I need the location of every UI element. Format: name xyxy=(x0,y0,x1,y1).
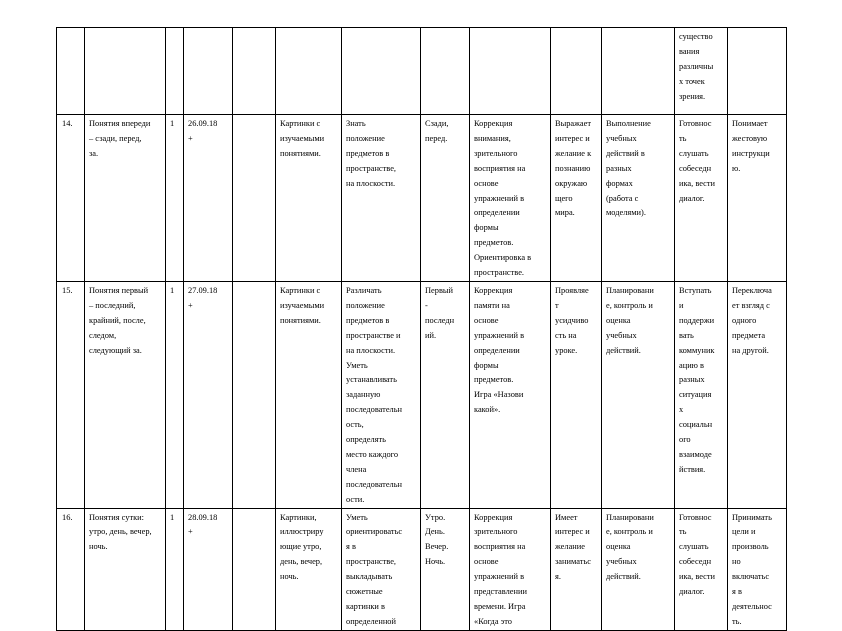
cell-date: 27.09.18 + xyxy=(184,281,233,508)
cell-topic xyxy=(85,28,166,115)
cell-regulatory: Планировани е, контроль и оценка учебных действий. xyxy=(602,281,675,508)
table-row xyxy=(57,28,787,115)
cell-equipment xyxy=(276,28,342,115)
cell-communicative: Готовнос ть слушать собеседн ика, вести диалог. xyxy=(675,508,728,630)
cell-date: 26.09.18 + xyxy=(184,115,233,282)
cell-correction: Коррекция памяти на основе упражнений в определении формы предметов. Игра «Назови какой». xyxy=(470,281,551,508)
cell-blank xyxy=(233,115,276,282)
cell-communicative: Готовнос ть слушать собеседн ика, вести диалог. xyxy=(675,115,728,282)
cell-equipment: Картинки, иллюстриру ющие утро, день, вечер, ночь. xyxy=(276,508,342,630)
cell-cognitive: Переключа ет взгляд с одного предмета на другой. xyxy=(728,281,787,508)
cell-date: 28.09.18 + xyxy=(184,508,233,630)
cell-hours: 1 xyxy=(166,508,184,630)
cell-num: 16. xyxy=(57,508,85,630)
cell-num: 14. xyxy=(57,115,85,282)
cell-regulatory xyxy=(602,28,675,115)
lesson-plan-table xyxy=(56,27,787,631)
cell-communicative: Вступать и поддержи вать коммуник ацию в разных ситуация х социальн ого взаимоде йствия. xyxy=(675,281,728,508)
cell-topic: Понятия сутки: утро, день, вечер, ночь. xyxy=(85,508,166,630)
cell-subject-results: Различать положение предметов в пространстве и на плоскости. Уметь устанавливать заданную последовательн ость, определять место каждого члена последовательн ости. xyxy=(342,281,421,508)
cell-num xyxy=(57,28,85,115)
cell-topic: Понятия впереди – сзади, перед, за. xyxy=(85,115,166,282)
cell-cognitive: Принимать цели и произволь но включатьс я в деятельнос ть. xyxy=(728,508,787,630)
cell-vocabulary xyxy=(421,28,470,115)
table-body xyxy=(57,28,787,631)
table-row xyxy=(57,115,787,282)
table-row xyxy=(57,508,787,630)
cell-communicative: существо вания различны х точек зрения. xyxy=(675,28,728,115)
cell-num: 15. xyxy=(57,281,85,508)
cell-equipment: Картинки с изучаемыми понятиями. xyxy=(276,281,342,508)
cell-blank xyxy=(233,281,276,508)
cell-vocabulary: Сзади, перед. xyxy=(421,115,470,282)
cell-hours: 1 xyxy=(166,115,184,282)
cell-subject-results: Уметь ориентироватьс я в пространстве, выкладывать сюжетные картинки в определенной xyxy=(342,508,421,630)
cell-blank xyxy=(233,28,276,115)
cell-cognitive xyxy=(728,28,787,115)
cell-vocabulary: Первый - последн ий. xyxy=(421,281,470,508)
cell-blank xyxy=(233,508,276,630)
cell-personal xyxy=(551,28,602,115)
cell-date xyxy=(184,28,233,115)
cell-hours: 1 xyxy=(166,281,184,508)
cell-cognitive: Понимает жестовую инструкци ю. xyxy=(728,115,787,282)
cell-correction: Коррекция внимания, зрительного восприятия на основе упражнений в определении формы предметов. Ориентировка в пространстве. xyxy=(470,115,551,282)
cell-correction xyxy=(470,28,551,115)
cell-personal: Имеет интерес и желание заниматьс я. xyxy=(551,508,602,630)
cell-vocabulary: Утро. День. Вечер. Ночь. xyxy=(421,508,470,630)
cell-subject-results: Знать положение предметов в пространстве, на плоскости. xyxy=(342,115,421,282)
cell-correction: Коррекция зрительного восприятия на основе упражнений в представлении времени. Игра «Когда это xyxy=(470,508,551,630)
cell-regulatory: Выполнение учебных действий в разных формах (работа с моделями). xyxy=(602,115,675,282)
cell-subject-results xyxy=(342,28,421,115)
cell-regulatory: Планировани е, контроль и оценка учебных действий. xyxy=(602,508,675,630)
cell-personal: Выражает интерес и желание к познанию окружаю щего мира. xyxy=(551,115,602,282)
cell-hours xyxy=(166,28,184,115)
cell-equipment: Картинки с изучаемыми понятиями. xyxy=(276,115,342,282)
cell-topic: Понятия первый – последний, крайний, после, следом, следующий за. xyxy=(85,281,166,508)
cell-personal: Проявляе т усидчиво сть на уроке. xyxy=(551,281,602,508)
table-row xyxy=(57,281,787,508)
